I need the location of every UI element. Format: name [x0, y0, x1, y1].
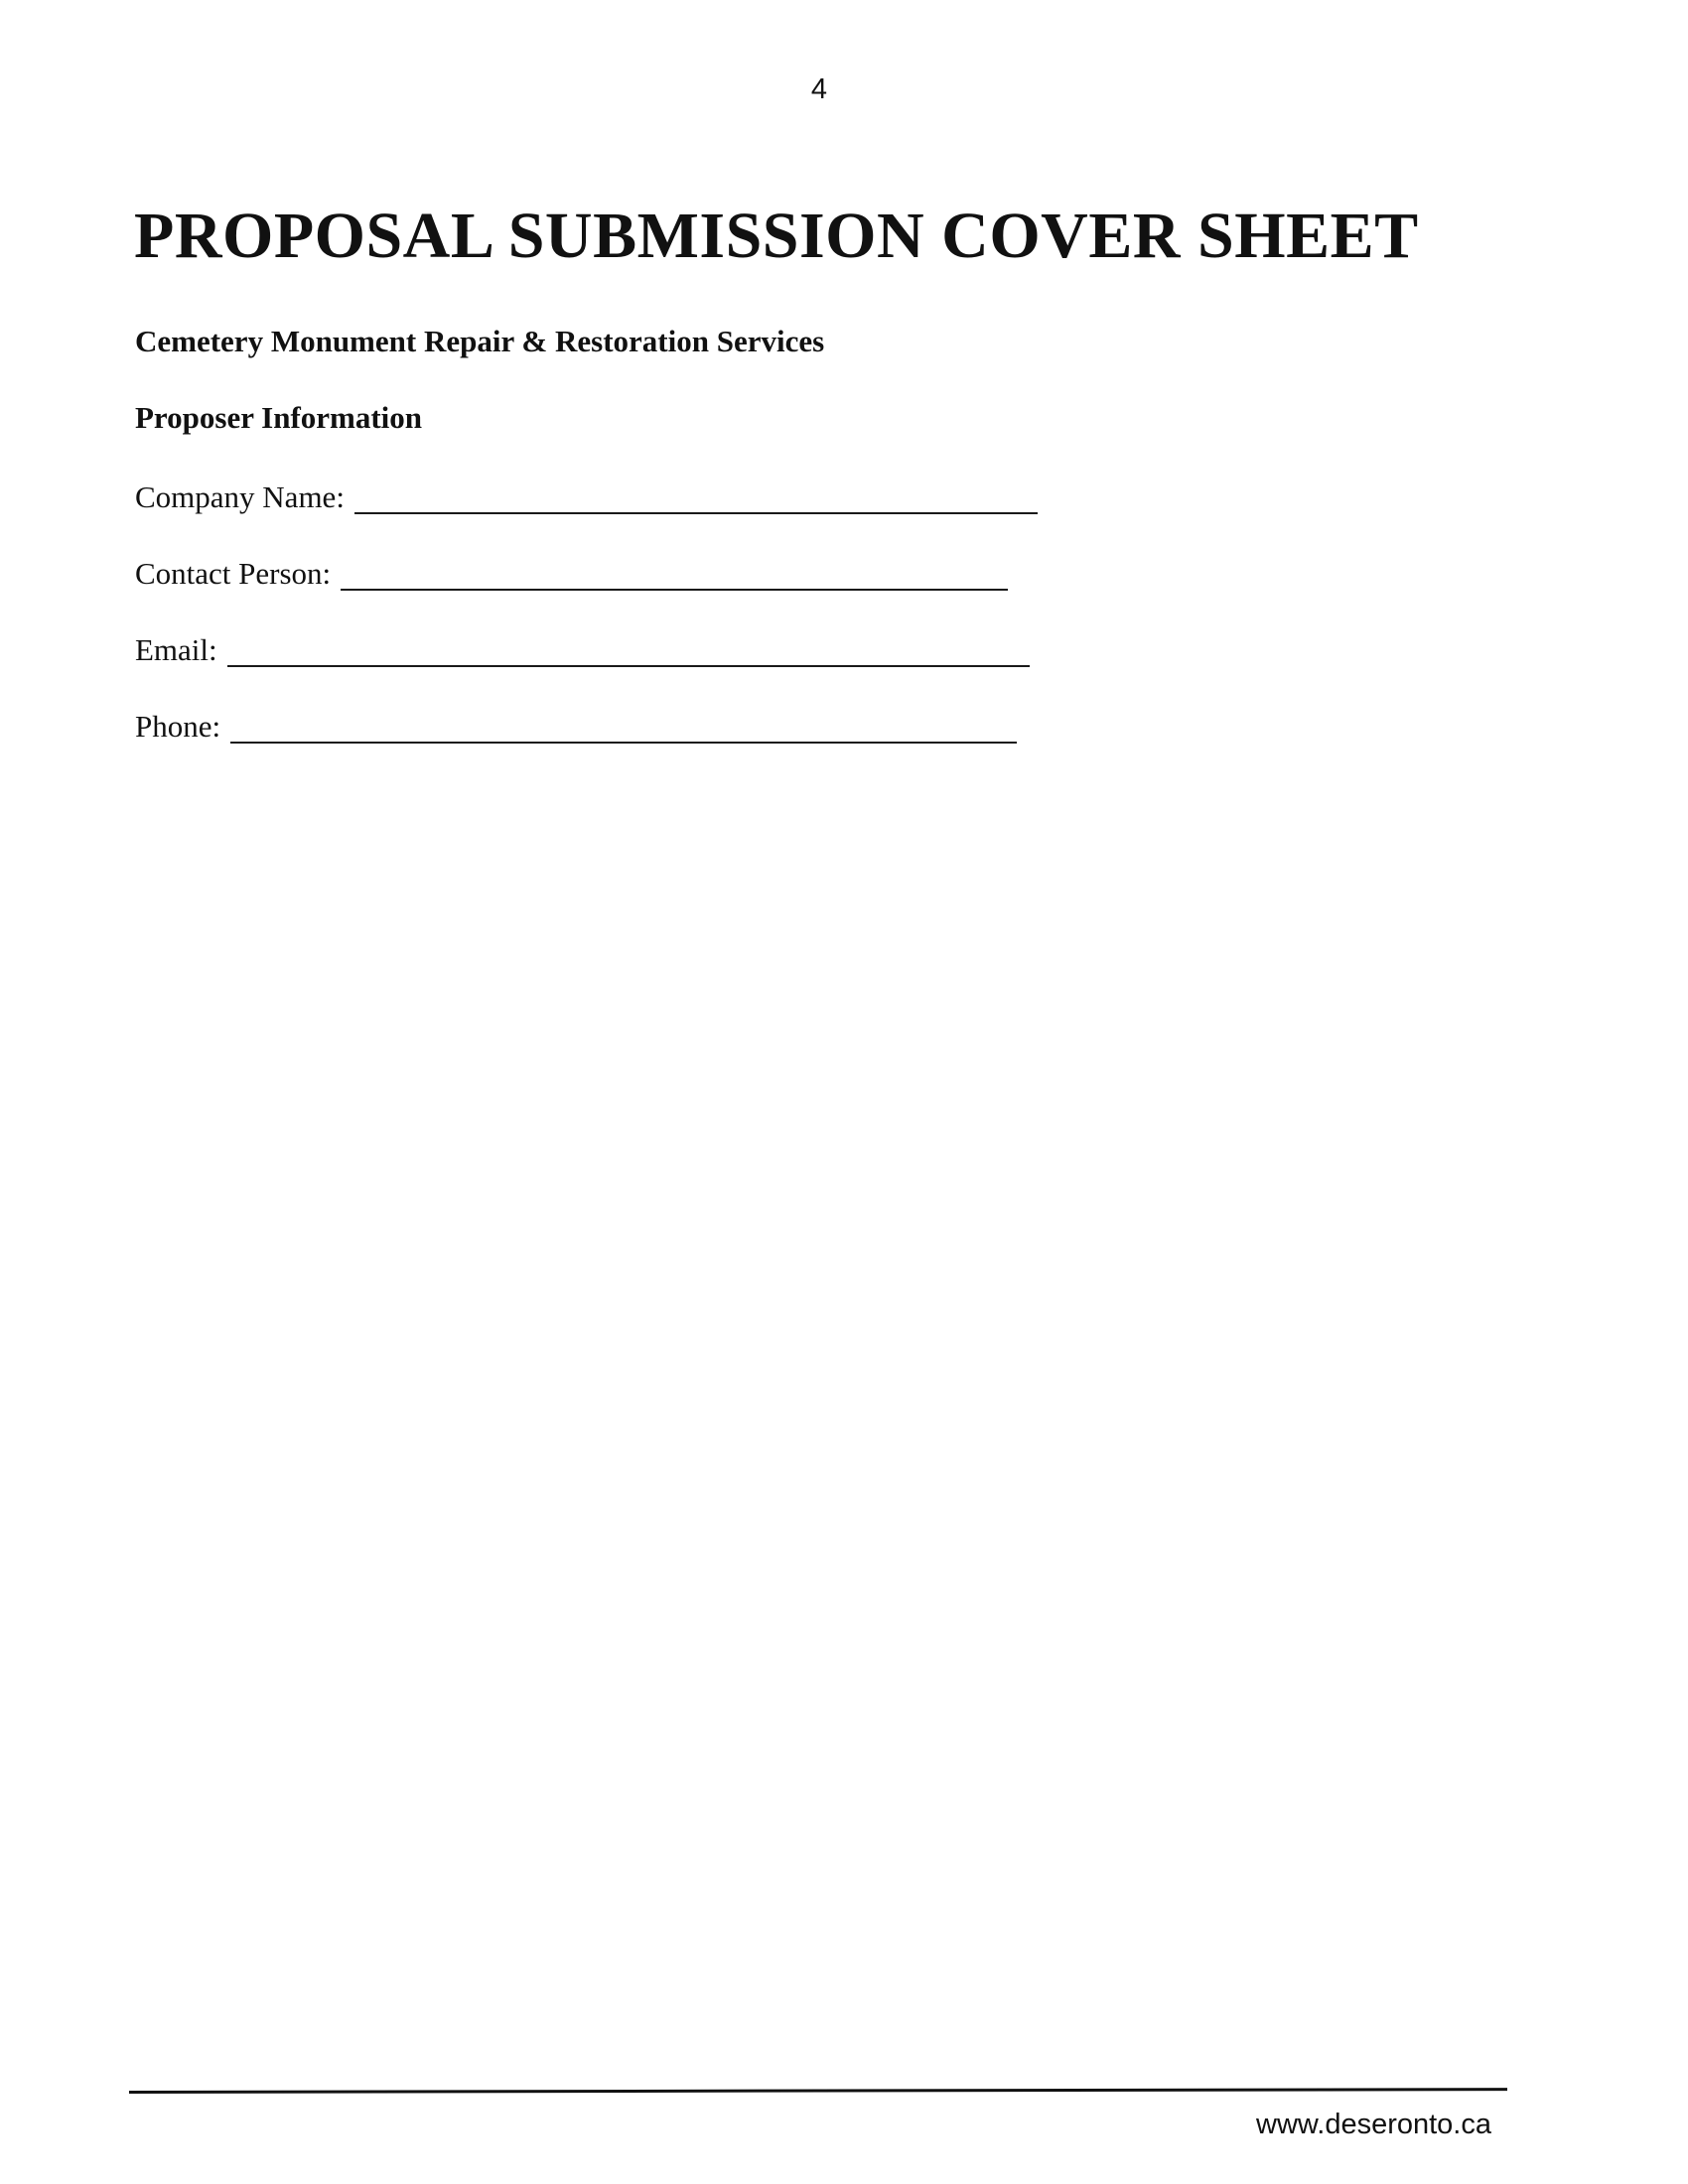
contact-person-field [135, 551, 1008, 595]
section-heading-proposer-information: Proposer Information [135, 400, 423, 435]
email-label: Email: [135, 632, 217, 667]
page-number: 4 [810, 73, 828, 105]
contact-person-label: Contact Person: [135, 556, 332, 591]
footer-divider [129, 2088, 1507, 2094]
phone-blank-line[interactable] [230, 741, 1017, 744]
footer-website-url: www.deseronto.ca [1256, 2109, 1491, 2140]
company-name-blank-line[interactable] [354, 511, 1038, 514]
email-blank-line[interactable] [227, 664, 1030, 667]
contact-person-blank-line[interactable] [341, 588, 1008, 591]
company-name-label: Company Name: [135, 479, 345, 514]
phone-field [135, 704, 1017, 748]
page-title: PROPOSAL SUBMISSION COVER SHEET [134, 200, 1419, 272]
email-field [135, 627, 1030, 671]
company-name-field [135, 475, 1038, 518]
document-subtitle: Cemetery Monument Repair & Restoration Services [135, 324, 825, 358]
phone-label: Phone: [135, 709, 221, 744]
